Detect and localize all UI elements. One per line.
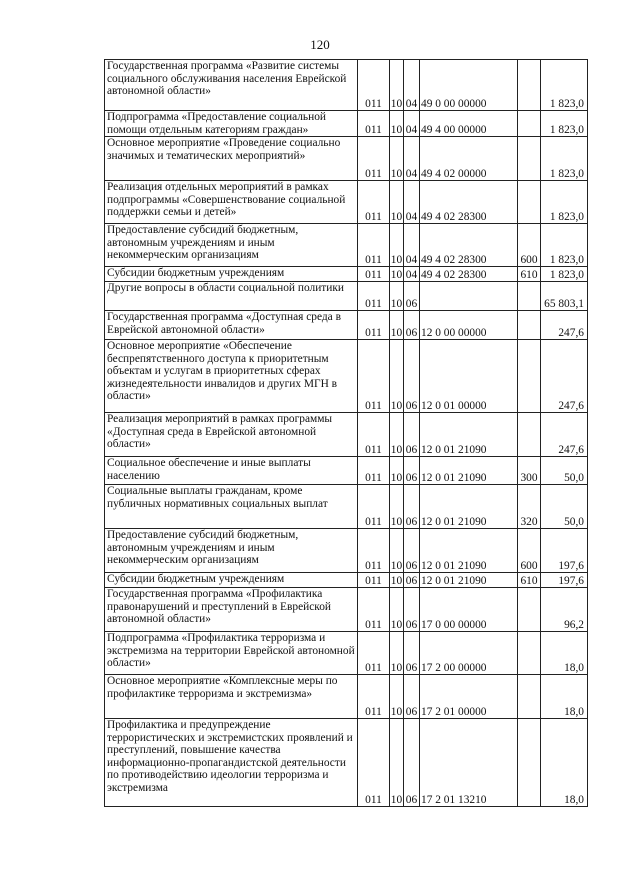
expense-type-cell	[518, 588, 541, 632]
amount-cell: 50,0	[541, 457, 588, 485]
expense-type-cell	[518, 340, 541, 413]
target-code-cell: 17 2 01 13210	[420, 719, 518, 807]
section-code-cell: 10	[390, 529, 404, 573]
name-cell: Предоставление субсидий бюджетным, автономным учреждениям и иным некоммерческим организациям	[105, 224, 358, 267]
target-code-cell: 17 2 00 00000	[420, 632, 518, 675]
subsection-code-cell: 06	[404, 413, 420, 457]
ministry-code-cell: 011	[358, 311, 390, 340]
table-row	[105, 267, 588, 282]
name-cell: Профилактика и предупреждение террористических и экстремистских проявлений и преступлений, повышение качества информационно-пропагандистской деятельности по противодействию идеологии терроризма и экстремизма	[105, 719, 358, 807]
amount-cell: 247,6	[541, 413, 588, 457]
amount-cell: 65 803,1	[541, 282, 588, 311]
table-body	[105, 60, 588, 807]
subsection-code-cell: 06	[404, 573, 420, 588]
ministry-code-cell: 011	[358, 137, 390, 181]
table-row	[105, 111, 588, 137]
subsection-code-cell: 06	[404, 632, 420, 675]
expense-type-cell: 320	[518, 485, 541, 529]
subsection-code-cell: 06	[404, 529, 420, 573]
subsection-code-cell: 04	[404, 267, 420, 282]
section-code-cell: 10	[390, 574, 403, 587]
table-row	[105, 588, 588, 632]
target-code-cell: 49 4 02 00000	[420, 137, 518, 181]
table-row	[105, 529, 588, 573]
expense-type-cell	[518, 675, 541, 719]
expense-type-cell: 600	[518, 224, 541, 267]
ministry-code-cell: 011	[358, 573, 390, 588]
expense-type-cell: 610	[518, 573, 541, 588]
ministry-code-cell: 011	[358, 719, 390, 807]
section-code-cell: 10	[390, 719, 404, 807]
amount-cell: 18,0	[541, 675, 588, 719]
amount-cell: 1 823,0	[541, 224, 588, 267]
table-row	[105, 60, 588, 111]
expense-type-cell: 610	[518, 267, 541, 282]
table-row	[105, 340, 588, 413]
table-row	[105, 457, 588, 485]
amount-cell: 197,6	[541, 573, 588, 588]
ministry-code-cell: 011	[358, 675, 390, 719]
target-code-cell: 49 4 02 28300	[420, 224, 518, 267]
ministry-code-cell: 011	[358, 282, 390, 311]
ministry-code-cell: 011	[358, 457, 390, 485]
subsection-code-cell: 06	[404, 485, 420, 529]
subsection-code-cell: 06	[404, 311, 420, 340]
ministry-code-cell: 011	[358, 267, 390, 282]
section-code-cell: 10	[390, 282, 404, 311]
table-row	[105, 224, 588, 267]
table-row	[105, 137, 588, 181]
section-code-cell: 10	[390, 60, 404, 111]
expense-type-cell	[518, 311, 541, 340]
amount-cell: 247,6	[541, 311, 588, 340]
subsection-code-cell: 06	[404, 282, 420, 311]
section-code-cell: 10	[390, 675, 404, 719]
target-code-cell: 17 0 00 00000	[420, 588, 518, 632]
target-code-cell: 12 0 01 21090	[420, 485, 518, 529]
name-cell: Социальные выплаты гражданам, кроме публичных нормативных социальных выплат	[105, 485, 358, 529]
subsection-code-cell: 04	[404, 224, 420, 267]
section-code-cell: 10	[390, 137, 404, 181]
amount-cell: 1 823,0	[541, 181, 588, 224]
subsection-code-cell: 06	[404, 588, 420, 632]
expense-type-cell: 300	[518, 457, 541, 485]
expense-type-cell	[518, 632, 541, 675]
budget-table	[104, 59, 588, 807]
section-code-cell: 10	[390, 224, 404, 267]
ministry-code-cell: 011	[358, 588, 390, 632]
amount-cell: 1 823,0	[541, 111, 588, 137]
table-row	[105, 282, 588, 311]
expense-type-cell	[518, 181, 541, 224]
amount-cell: 18,0	[541, 719, 588, 807]
section-code-cell: 10	[390, 111, 404, 137]
name-cell: Государственная программа «Развитие системы социального обслуживания населения Еврейской автономной области»	[105, 60, 358, 111]
table-row	[105, 719, 588, 807]
table-row	[105, 181, 588, 224]
name-cell: Социальное обеспечение и иные выплаты населению	[105, 457, 358, 485]
ministry-code-cell: 011	[358, 632, 390, 675]
name-cell: Подпрограмма «Профилактика терроризма и экстремизма на территории Еврейской автономной области»	[105, 632, 358, 675]
expense-type-cell	[518, 719, 541, 807]
expense-type-cell: 600	[518, 529, 541, 573]
amount-cell: 247,6	[541, 340, 588, 413]
target-code-cell: 12 0 01 21090	[420, 573, 518, 588]
target-code-cell: 49 4 02 28300	[420, 267, 518, 282]
amount-cell: 96,2	[541, 588, 588, 632]
amount-cell: 1 823,0	[541, 60, 588, 111]
amount-cell: 1 823,0	[541, 267, 588, 282]
name-cell: Реализация мероприятий в рамках программы «Доступная среда в Еврейской автономной области»	[105, 413, 358, 457]
table-row	[105, 675, 588, 719]
ministry-code-cell: 011	[358, 111, 390, 137]
section-code-cell: 10	[390, 413, 404, 457]
target-code-cell: 49 4 00 00000	[420, 111, 518, 137]
section-code-cell: 10	[390, 340, 404, 413]
target-code-cell: 12 0 01 21090	[420, 529, 518, 573]
ministry-code-cell: 011	[358, 181, 390, 224]
expense-type-cell	[518, 282, 541, 311]
target-code-cell: 12 0 01 00000	[420, 340, 518, 413]
name-cell: Реализация отдельных мероприятий в рамках подпрограммы «Совершенствование социальной поддержки семьи и детей»	[105, 181, 358, 224]
target-code-cell: 17 2 01 00000	[420, 675, 518, 719]
ministry-code-cell: 011	[358, 60, 390, 111]
expense-type-cell	[518, 137, 541, 181]
table-row	[105, 573, 588, 588]
subsection-code-cell: 06	[404, 719, 420, 807]
name-cell: Предоставление субсидий бюджетным, автономным учреждениям и иным некоммерческим организациям	[105, 529, 358, 573]
section-code-cell: 10	[390, 457, 404, 485]
subsection-code-cell: 04	[404, 111, 420, 137]
ministry-code-cell: 011	[358, 224, 390, 267]
section-code-cell: 10	[390, 632, 404, 675]
table-row	[105, 311, 588, 340]
subsection-code-cell: 06	[404, 675, 420, 719]
name-cell: Другие вопросы в области социальной политики	[105, 282, 358, 311]
subsection-code-cell: 04	[404, 137, 420, 181]
section-code-cell: 10	[390, 311, 404, 340]
name-cell: Основное мероприятие «Обеспечение беспрепятственного доступа к приоритетным объектам и услугам в приоритетных сферах жизнедеятельности инвалидов и других МГН в области»	[105, 340, 358, 413]
target-code-cell: 12 0 01 21090	[420, 457, 518, 485]
name-cell: Основное мероприятие «Проведение социально значимых и тематических мероприятий»	[105, 137, 358, 181]
subsection-code-cell: 06	[404, 457, 420, 485]
name-cell: Государственная программа «Доступная среда в Еврейской автономной области»	[105, 311, 358, 340]
subsection-code-cell: 06	[404, 340, 420, 413]
name-cell: Подпрограмма «Предоставление социальной помощи отдельным категориям граждан»	[105, 111, 358, 137]
amount-cell: 197,6	[541, 529, 588, 573]
ministry-code-cell: 011	[358, 485, 390, 529]
ministry-code-cell: 011	[358, 413, 390, 457]
amount-cell: 50,0	[541, 485, 588, 529]
ministry-code-cell: 011	[358, 529, 390, 573]
ministry-code-cell: 011	[358, 340, 390, 413]
expense-type-cell	[518, 60, 541, 111]
name-cell: Субсидии бюджетным учреждениям	[105, 267, 358, 282]
section-code-cell: 10	[390, 181, 404, 224]
amount-cell: 1 823,0	[541, 137, 588, 181]
table-row	[105, 413, 588, 457]
name-cell: Субсидии бюджетным учреждениям	[105, 573, 358, 588]
target-code-cell	[420, 282, 518, 311]
page-number: 120	[310, 37, 330, 52]
amount-cell: 18,0	[541, 632, 588, 675]
target-code-cell: 12 0 01 21090	[420, 413, 518, 457]
section-code-cell: 10	[390, 268, 403, 281]
table-row	[105, 632, 588, 675]
name-cell: Основное мероприятие «Комплексные меры по профилактике терроризма и экстремизма»	[105, 675, 358, 719]
section-code-cell: 10	[390, 485, 404, 529]
target-code-cell: 49 4 02 28300	[420, 181, 518, 224]
expense-type-cell	[518, 413, 541, 457]
expense-type-cell	[518, 111, 541, 137]
name-cell: Государственная программа «Профилактика правонарушений и преступлений в Еврейской автономной области»	[105, 588, 358, 632]
subsection-code-cell: 04	[404, 181, 420, 224]
target-code-cell: 49 0 00 00000	[420, 60, 518, 111]
table-row	[105, 485, 588, 529]
section-code-cell: 10	[390, 588, 404, 632]
subsection-code-cell: 04	[404, 60, 420, 111]
target-code-cell: 12 0 00 00000	[420, 311, 518, 340]
